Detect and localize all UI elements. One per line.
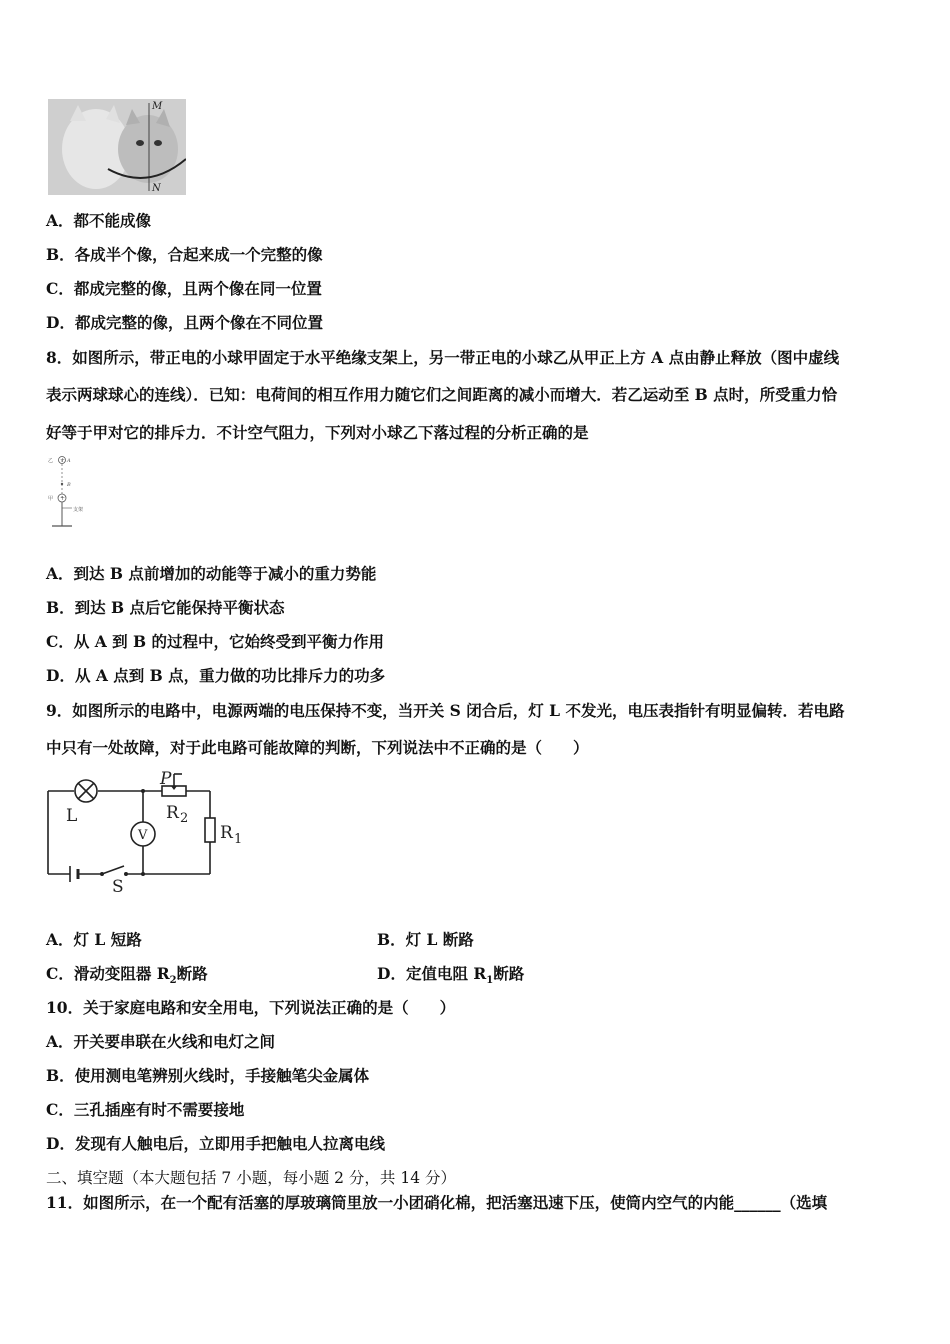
r1-label: R xyxy=(220,823,233,843)
q11-stem: 11．如图所示，在一个配有活塞的厚玻璃筒里放一小团硝化棉，把活塞迅速下压，使筒内空气的内能______（选填 xyxy=(46,1193,828,1212)
q9-option-c xyxy=(46,964,208,991)
q8-stem-line-2: 表示两球球心的连线）．已知：电荷间的相互作用力随它们之间距离的减小而增大．若乙运动至 B 点时，所受重力恰 xyxy=(46,385,838,404)
q7-option-a: A．都不能成像 xyxy=(46,211,152,230)
switch-label: S xyxy=(112,877,124,896)
q9-option-d-prefix: D．定值电阻 R xyxy=(377,964,487,983)
q9-option-c-prefix: C．滑动变阻器 R xyxy=(46,964,170,983)
ball-jia-label: 甲 xyxy=(48,496,54,502)
svg-text:+: + xyxy=(60,495,66,502)
r2-label: R xyxy=(166,803,179,823)
mirror-label-n: N xyxy=(152,183,161,194)
q8-option-c: C．从 A 到 B 的过程中，它始终受到平衡力作用 xyxy=(46,632,385,651)
charged-balls-figure xyxy=(44,452,94,534)
q7-option-c: C．都成完整的像，且两个像在同一位置 xyxy=(46,279,322,298)
q8-stem-line-3: 好等于甲对它的排斥力．不计空气阻力，下列对小球乙下落过程的分析正确的是 xyxy=(46,423,589,442)
q9-stem-line-2: 中只有一处故障，对于此电路可能故障的判断，下列说法中不正确的是（ ） xyxy=(46,738,589,757)
support-label: 支架 xyxy=(73,507,84,513)
q8-option-a: A．到达 B 点前增加的动能等于减小的重力势能 xyxy=(46,564,377,583)
q8-stem-line-1: 8．如图所示，带正电的小球甲固定于水平绝缘支架上，另一带正电的小球乙从甲正上方 A 点由静止释放（图中虚线 xyxy=(46,348,840,367)
q7-option-b: B．各成半个像，合起来成一个完整的像 xyxy=(46,245,323,264)
slider-p-label: P xyxy=(160,769,172,789)
q8-option-b: B．到达 B 点后它能保持平衡状态 xyxy=(46,598,285,617)
q9-option-c-subscript: 2 xyxy=(169,975,177,987)
q9-option-d-suffix: 断路 xyxy=(493,964,525,983)
q10-option-b: B．使用测电笔辨别火线时，手接触笔尖金属体 xyxy=(46,1066,370,1085)
q9-option-d xyxy=(377,964,524,991)
cat-mirror-photo xyxy=(48,99,186,195)
q9-option-c-suffix: 断路 xyxy=(176,964,208,983)
q10-option-a: A．开关要串联在火线和电灯之间 xyxy=(46,1032,276,1051)
q10-stem: 10．关于家庭电路和安全用电，下列说法正确的是（ ） xyxy=(46,998,456,1017)
lamp-label: L xyxy=(66,806,78,826)
section-2-title: 二、填空题（本大题包括 7 小题，每小题 2 分，共 14 分） xyxy=(46,1169,457,1187)
q8-option-d: D．从 A 点到 B 点，重力做的功比排斥力的功多 xyxy=(46,666,386,685)
circuit-diagram xyxy=(40,766,260,896)
point-b-label: B xyxy=(67,482,71,488)
point-a-label: A xyxy=(67,458,71,464)
mirror-label-m: M xyxy=(152,101,163,112)
q9-stem-line-1: 9．如图所示的电路中，电源两端的电压保持不变，当开关 S 闭合后，灯 L 不发光，电压表指针有明显偏转．若电路 xyxy=(46,701,845,720)
q9-option-d-subscript: 1 xyxy=(486,975,494,987)
svg-text:+: + xyxy=(60,457,66,464)
voltmeter-label: V xyxy=(138,828,148,843)
q10-option-d: D．发现有人触电后，立即用手把触电人拉离电线 xyxy=(46,1134,385,1153)
q9-option-a: A．灯 L 短路 xyxy=(46,930,142,949)
q9-option-b: B．灯 L 断路 xyxy=(377,930,474,949)
q7-option-d: D．都成完整的像，且两个像在不同位置 xyxy=(46,313,323,332)
ball-yi-label: 乙 xyxy=(48,458,54,464)
q10-option-c: C．三孔插座有时不需要接地 xyxy=(46,1100,245,1119)
r2-subscript: 2 xyxy=(180,811,189,826)
r1-subscript: 1 xyxy=(234,832,243,847)
